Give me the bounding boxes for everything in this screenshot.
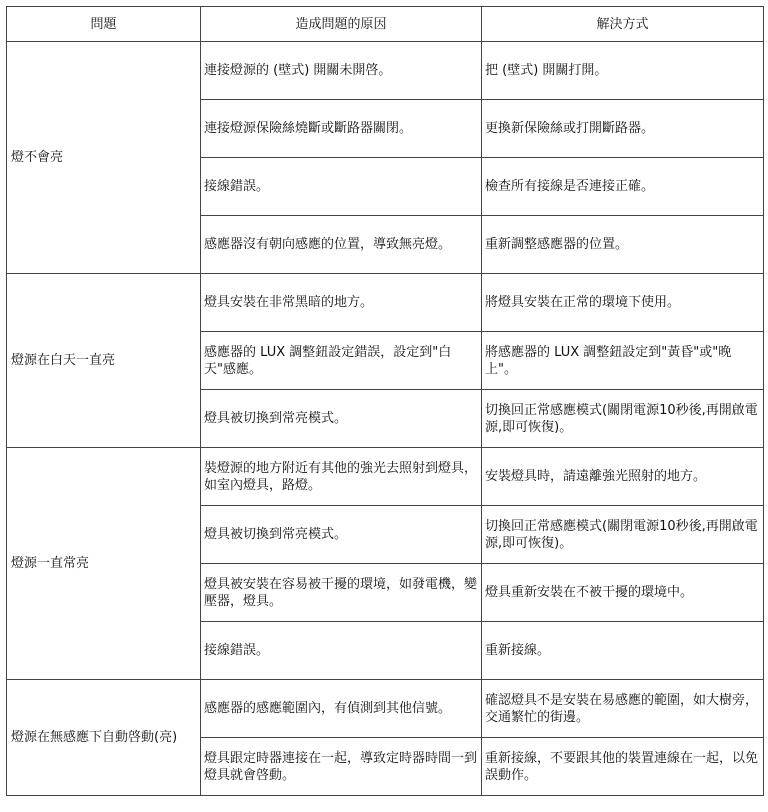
cause-cell: 感應器的感應範圍內，有偵測到其他信號。 (201, 680, 482, 738)
solution-cell: 安裝燈具時，請遠離強光照射的地方。 (482, 448, 764, 506)
table-row (7, 274, 764, 332)
header-cause: 造成問題的原因 (201, 7, 482, 42)
solution-cell: 更換新保險絲或打開斷路器。 (482, 100, 764, 158)
header-row (7, 7, 764, 42)
cause-cell: 燈具被安裝在容易被干擾的環境，如發電機，變壓器，燈具。 (201, 564, 482, 622)
solution-cell: 切換回正常感應模式(關閉電源10秒後,再開啟電源,即可恢復)。 (482, 390, 764, 448)
cause-cell: 燈具被切換到常亮模式。 (201, 390, 482, 448)
solution-cell: 燈具重新安裝在不被干擾的環境中。 (482, 564, 764, 622)
problem-cell: 燈源在白天一直亮 (7, 274, 201, 448)
solution-cell: 檢查所有接線是否連接正確。 (482, 158, 764, 216)
solution-cell: 切換回正常感應模式(關閉電源10秒後,再開啟電源,即可恢復)。 (482, 506, 764, 564)
cause-cell: 接線錯誤。 (201, 622, 482, 680)
solution-cell: 將感應器的 LUX 調整鈕設定到"黃昏"或"晚上"。 (482, 332, 764, 390)
cause-cell: 連接燈源的 (壁式) 開關未開啓。 (201, 42, 482, 100)
solution-cell: 重新調整感應器的位置。 (482, 216, 764, 274)
cause-cell: 感應器沒有朝向感應的位置，導致無亮燈。 (201, 216, 482, 274)
cause-cell: 裝燈源的地方附近有其他的強光去照射到燈具，如室內燈具，路燈。 (201, 448, 482, 506)
cause-cell: 連接燈源保險絲燒斷或斷路器關閉。 (201, 100, 482, 158)
problem-cell: 燈源一直常亮 (7, 448, 201, 680)
solution-cell: 重新接線。 (482, 622, 764, 680)
solution-cell: 重新接線，不要跟其他的裝置連線在一起，以免誤動作。 (482, 738, 764, 796)
cause-cell: 感應器的 LUX 調整鈕設定錯誤，設定到"白天"感應。 (201, 332, 482, 390)
problem-cell: 燈不會亮 (7, 42, 201, 274)
cause-cell: 接線錯誤。 (201, 158, 482, 216)
cause-cell: 燈具跟定時器連接在一起，導致定時器時間一到燈具就會啓動。 (201, 738, 482, 796)
solution-cell: 把 (壁式) 開關打開。 (482, 42, 764, 100)
table-row (7, 448, 764, 506)
cause-cell: 燈具被切換到常亮模式。 (201, 506, 482, 564)
table-row (7, 680, 764, 738)
header-problem: 問題 (7, 7, 201, 42)
problem-cell: 燈源在無感應下自動啓動(亮) (7, 680, 201, 796)
cause-cell: 燈具安裝在非常黑暗的地方。 (201, 274, 482, 332)
table-row (7, 42, 764, 100)
solution-cell: 確認燈具不是安裝在易感應的範圍，如大樹旁，交通繁忙的街邊。 (482, 680, 764, 738)
troubleshooting-table (6, 6, 764, 796)
header-solution: 解決方式 (482, 7, 764, 42)
solution-cell: 將燈具安裝在正常的環境下使用。 (482, 274, 764, 332)
